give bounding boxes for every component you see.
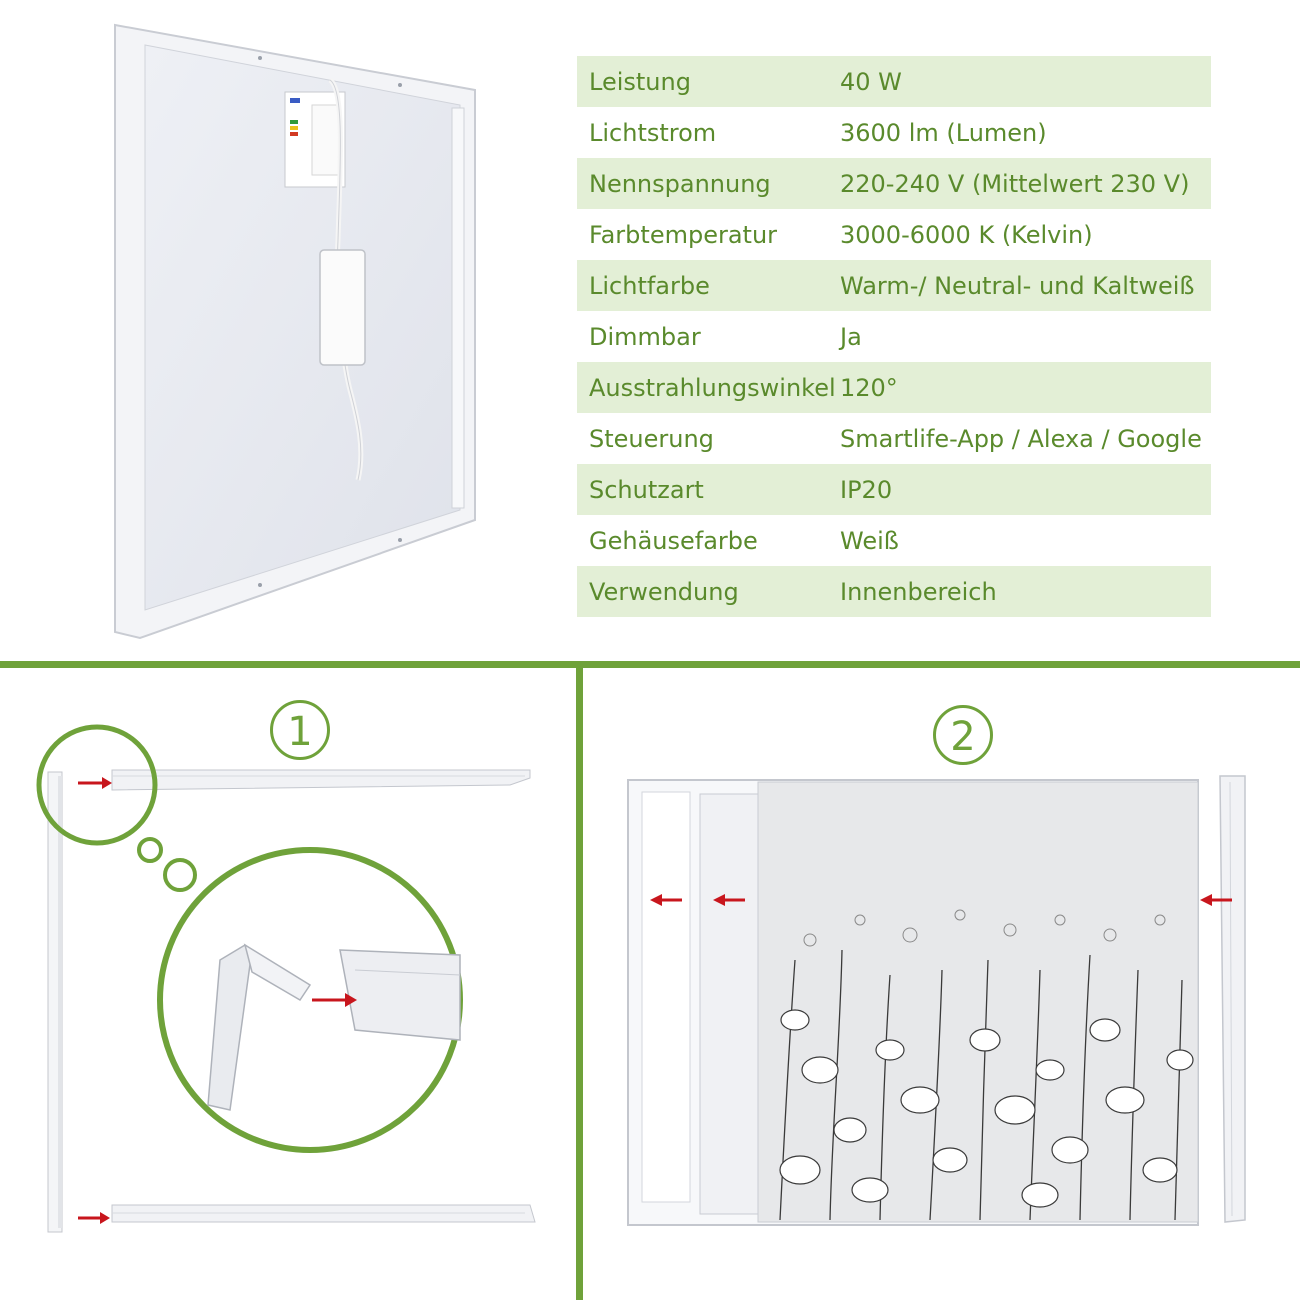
spec-label: Gehäusefarbe [589,526,758,555]
arrow-right-icon [78,777,112,789]
spec-value: IP20 [840,475,893,504]
step-2-badge [933,705,993,765]
spec-row [577,464,1211,515]
spec-row [577,56,1211,107]
spec-row [577,107,1211,158]
spec-value: Warm-/ Neutral- und Kaltweiß [840,271,1195,300]
section-divider-horizontal [0,661,1300,668]
spec-label: Ausstrahlungswinkel [589,373,836,402]
spec-row [577,311,1211,362]
section-divider-vertical [576,661,583,1300]
spec-value: 220-240 V (Mittelwert 230 V) [840,169,1190,198]
spec-row [577,158,1211,209]
spec-label: Dimmbar [589,322,701,351]
spec-label: Verwendung [589,577,739,606]
step-2-illustration [620,770,1270,1230]
spec-value: Smartlife-App / Alexa / Google [840,424,1202,453]
spec-label: Farbtemperatur [589,220,778,249]
spec-row [577,362,1211,413]
panel-back-image [100,20,490,640]
spec-value: Weiß [840,526,899,555]
spec-label: Steuerung [589,424,714,453]
spec-row [577,209,1211,260]
arrow-right-icon [78,1212,110,1224]
step-1-illustration [20,710,560,1240]
spec-row [577,566,1211,617]
spec-table [577,56,1211,617]
spec-label: Schutzart [589,475,704,504]
spec-label: Leistung [589,67,691,96]
spec-value: 3000-6000 K (Kelvin) [840,220,1093,249]
spec-value: Innenbereich [840,577,997,606]
step-2-number: 2 [950,714,976,760]
spec-label: Lichtstrom [589,118,717,147]
spec-label: Lichtfarbe [589,271,710,300]
spec-value: Ja [840,322,862,351]
spec-row [577,413,1211,464]
spec-value: 120° [840,373,898,402]
step-1-number: 1 [287,709,313,755]
spec-row [577,260,1211,311]
spec-label: Nennspannung [589,169,771,198]
spec-value: 3600 lm (Lumen) [840,118,1047,147]
spec-value: 40 W [840,67,902,96]
spec-row [577,515,1211,566]
